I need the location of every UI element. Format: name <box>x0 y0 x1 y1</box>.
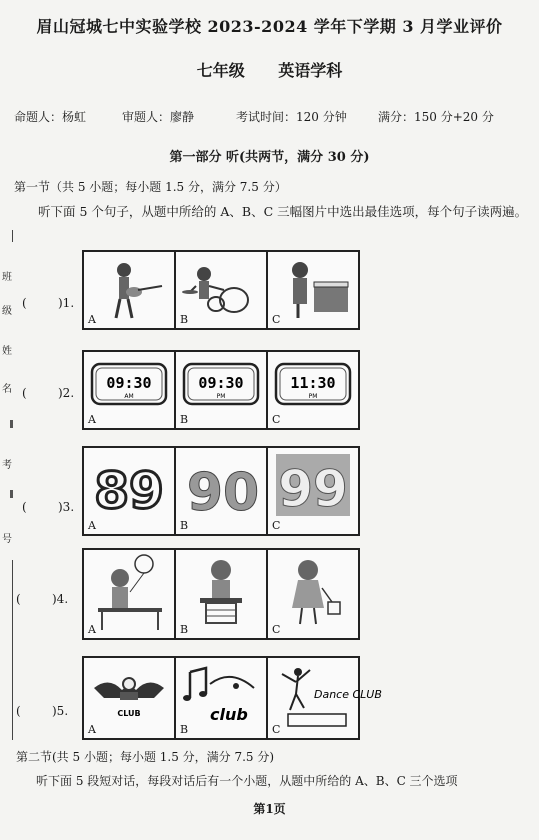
q3-option-b[interactable] <box>176 448 268 534</box>
piano-player-icon <box>268 252 358 328</box>
reviewer-label: 审题人：廖静 <box>122 110 195 124</box>
music-club-logo <box>176 658 266 738</box>
option-letter: C <box>272 313 281 326</box>
option-letter: A <box>88 723 96 736</box>
q1-option-c[interactable] <box>268 252 358 328</box>
number-90-graphic <box>176 448 266 534</box>
section1-instruction: 听下面 5 个句子，从题中所给的 A、B、C 三幅图片中选出最佳选项，每个句子读两遍。 <box>38 204 528 219</box>
page-number: 第1页 <box>253 802 286 816</box>
number-text: 90 <box>186 463 260 523</box>
option-letter: A <box>88 623 96 636</box>
digital-clock-icon <box>176 352 266 428</box>
q1-option-a[interactable] <box>84 252 176 328</box>
option-letter: A <box>88 313 96 326</box>
margin-dash <box>10 490 13 498</box>
clock-ampm: AM <box>124 393 134 400</box>
exam-title: 眉山冠城七中实验学校 2023-2024 学年下学期 3 月学业评价 <box>36 17 503 36</box>
digital-clock-icon <box>268 352 358 428</box>
question-3-images <box>82 446 360 536</box>
digital-clock-icon <box>84 352 174 428</box>
q5-option-b[interactable] <box>176 658 268 738</box>
question-2-label: ( )2. <box>22 386 75 400</box>
option-letter: B <box>180 313 189 326</box>
question-4-images <box>82 548 360 640</box>
q2-option-b[interactable] <box>176 352 268 428</box>
q1-option-b[interactable] <box>176 252 268 328</box>
time-label: 考试时间：120 分钟 <box>236 110 347 124</box>
question-5-label: ( )5. <box>16 704 69 718</box>
number-text: 99 <box>278 460 348 518</box>
option-letter: C <box>272 623 281 636</box>
number-99-graphic <box>268 448 358 534</box>
setter-label: 命题人：杨虹 <box>14 110 87 124</box>
q4-option-a[interactable] <box>84 550 176 638</box>
grade-label: 七年级 <box>196 61 245 80</box>
option-letter: C <box>272 723 281 736</box>
question-2-images <box>82 350 360 430</box>
clock-ampm: PM <box>216 393 226 400</box>
q2-option-c[interactable] <box>268 352 358 428</box>
girl-with-balloon-icon <box>84 550 174 638</box>
question-1-images <box>82 250 360 330</box>
margin-char: 号 <box>2 534 12 545</box>
margin-line <box>12 560 13 740</box>
girl-at-desk-icon <box>176 550 266 638</box>
margin-char: 级 <box>2 306 12 317</box>
margin-char: 名 <box>2 384 12 395</box>
clock-time: 11:30 <box>290 374 336 392</box>
drummer-icon <box>176 252 266 328</box>
score-label: 满分：150 分+20 分 <box>378 110 494 124</box>
clock-time: 09:30 <box>106 374 152 392</box>
question-4-label: ( )4. <box>16 592 69 606</box>
option-letter: A <box>88 413 96 426</box>
option-letter: C <box>272 519 281 532</box>
q3-option-c[interactable] <box>268 448 358 534</box>
number-89-graphic <box>84 448 174 534</box>
option-letter: A <box>88 519 96 532</box>
part1-heading: 第一部分 听(共两节，满分 30 分) <box>169 150 370 165</box>
option-letter: B <box>180 519 189 532</box>
logo-text: Dance CLUB <box>314 688 382 701</box>
dance-club-logo <box>268 658 382 738</box>
question-5-images <box>82 656 382 740</box>
margin-char: 班 <box>2 272 12 283</box>
subject-label: 英语学科 <box>278 61 343 80</box>
q5-option-a[interactable] <box>84 658 176 738</box>
q4-option-c[interactable] <box>268 550 358 638</box>
option-letter: B <box>180 623 189 636</box>
margin-line <box>12 230 13 242</box>
number-text: 89 <box>94 462 164 520</box>
q3-option-a[interactable] <box>84 448 176 534</box>
question-3-label: ( )3. <box>22 500 75 514</box>
q4-option-b[interactable] <box>176 550 268 638</box>
section2-heading: 第二节(共 5 小题；每小题 1.5 分，满分 7.5 分) <box>16 750 275 764</box>
margin-char: 姓 <box>2 346 12 357</box>
fitness-club-logo <box>84 658 174 738</box>
margin-char: 考 <box>2 460 12 471</box>
section1-heading: 第一节（共 5 小题；每小题 1.5 分，满分 7.5 分） <box>14 180 287 194</box>
guitar-player-icon <box>84 252 174 328</box>
clock-ampm: PM <box>308 393 318 400</box>
q5-option-c[interactable] <box>268 658 382 738</box>
question-1-label: ( )1. <box>22 296 75 310</box>
logo-text: CLUB <box>117 709 141 718</box>
margin-dash <box>10 420 13 428</box>
option-letter: B <box>180 413 189 426</box>
option-letter: C <box>272 413 281 426</box>
logo-text: club <box>210 705 248 724</box>
option-letter: B <box>180 723 189 736</box>
clock-time: 09:30 <box>198 374 244 392</box>
exam-subtitle <box>0 58 539 81</box>
section2-instruction: 听下面 5 段短对话，每段对话后有一个小题，从题中所给的 A、B、C 三个选项 <box>36 774 458 788</box>
q2-option-a[interactable] <box>84 352 176 428</box>
girl-with-bucket-icon <box>268 550 358 638</box>
